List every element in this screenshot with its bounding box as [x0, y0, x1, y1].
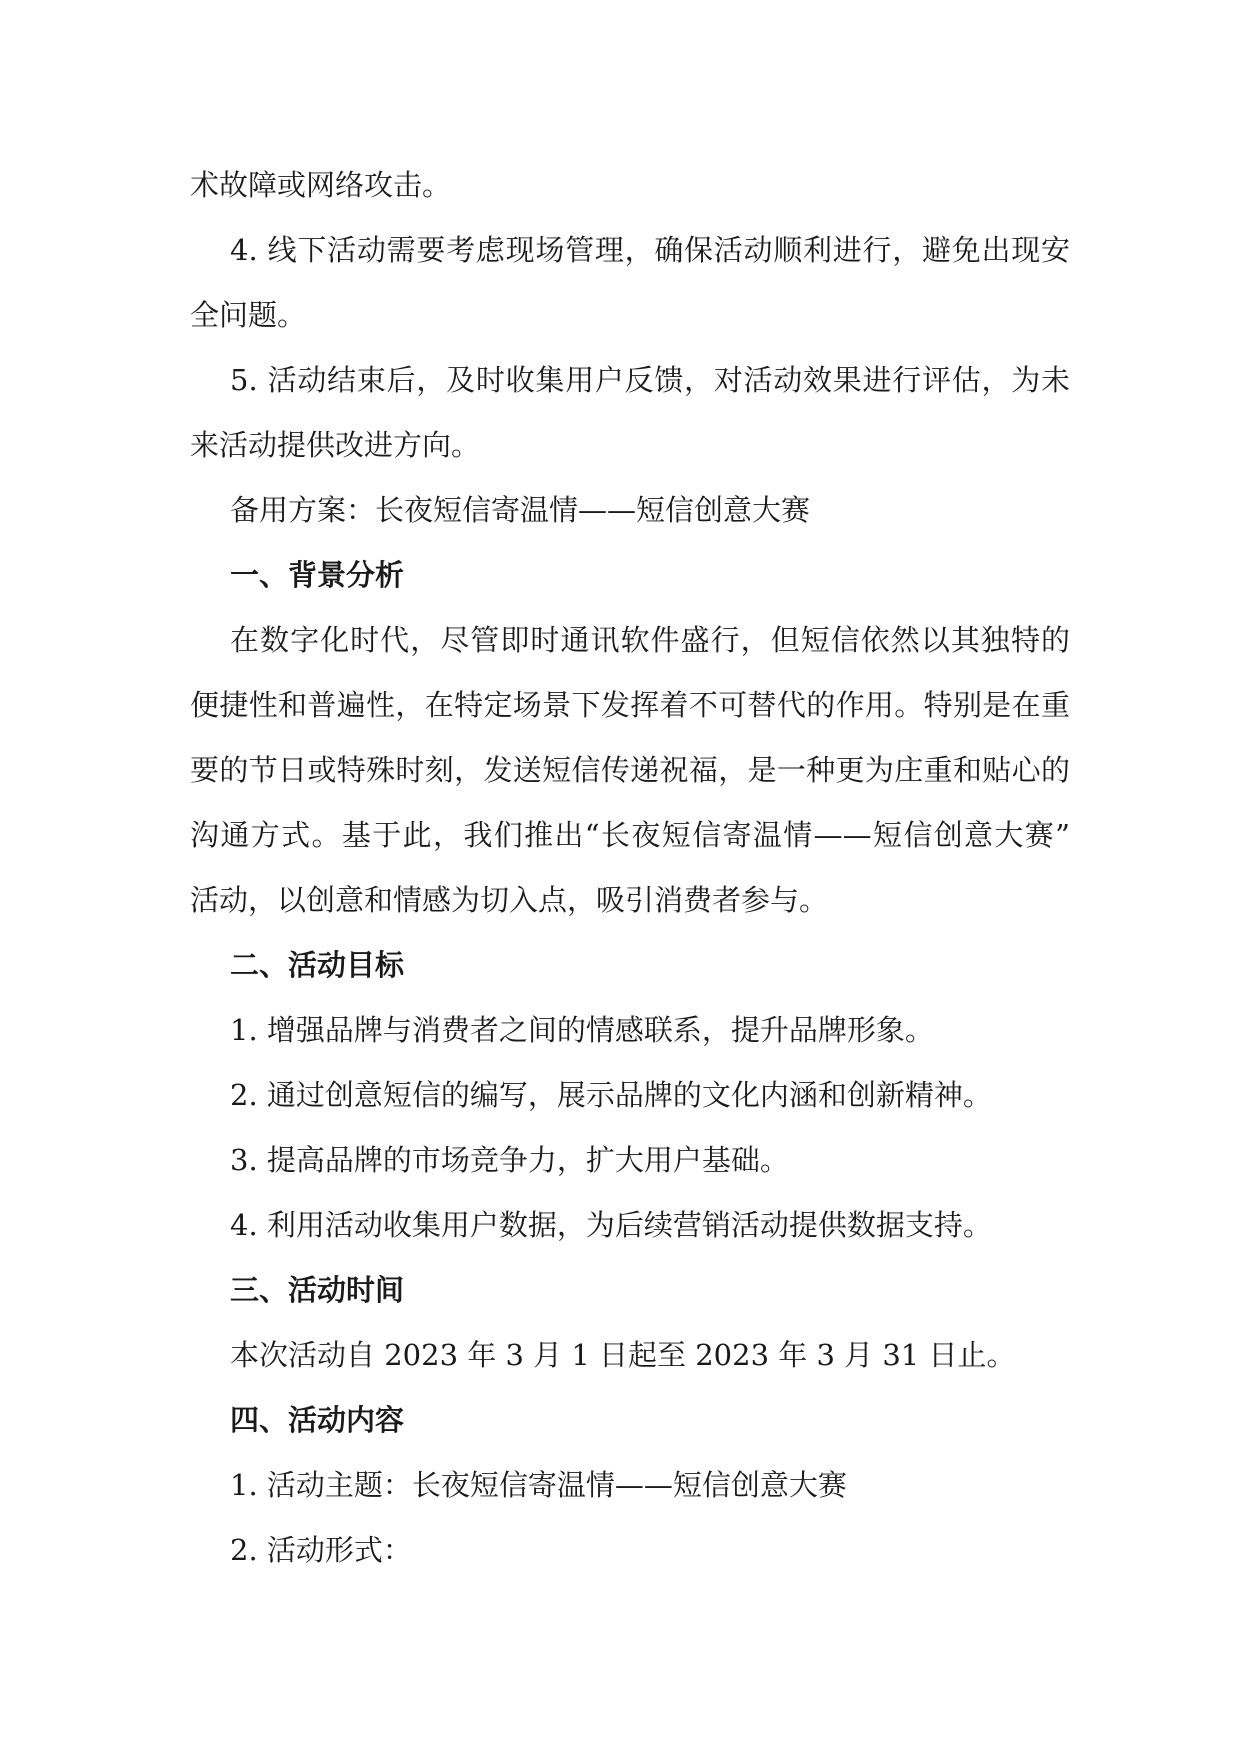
list-item: 3. 提高品牌的市场竞争力，扩大用户基础。	[230, 1143, 789, 1177]
paragraph-line: 来活动提供改进方向。	[190, 428, 481, 462]
paragraph-line: 在数字化时代，尽管即时通讯软件盛行，但短信依然以其独特的	[230, 623, 1070, 657]
list-item: 2. 通过创意短信的编写，展示品牌的文化内涵和创新精神。	[230, 1078, 992, 1112]
paragraph-line: 4. 线下活动需要考虑现场管理，确保活动顺利进行，避免出现安	[230, 233, 1070, 267]
paragraph-line: 沟通方式。基于此，我们推出“长夜短信寄温情——短信创意大赛”	[190, 818, 1070, 852]
list-item: 1. 增强品牌与消费者之间的情感联系，提升品牌形象。	[230, 1013, 934, 1047]
paragraph-line: 便捷性和普遍性，在特定场景下发挥着不可替代的作用。特别是在重	[190, 688, 1070, 722]
paragraph-line: 备用方案：长夜短信寄温情——短信创意大赛	[230, 493, 811, 527]
paragraph-line: 全问题。	[190, 298, 307, 332]
section-heading: 四、活动内容	[230, 1403, 405, 1437]
section-heading: 二、活动目标	[230, 948, 405, 982]
list-item: 4. 利用活动收集用户数据，为后续营销活动提供数据支持。	[230, 1208, 992, 1242]
list-item: 1. 活动主题：长夜短信寄温情——短信创意大赛	[230, 1468, 847, 1502]
paragraph-line: 要的节日或特殊时刻，发送短信传递祝福，是一种更为庄重和贴心的	[190, 753, 1070, 787]
paragraph-line: 术故障或网络攻击。	[190, 168, 452, 202]
section-heading: 一、背景分析	[230, 558, 405, 592]
list-item: 2. 活动形式：	[230, 1533, 412, 1567]
paragraph-line: 5. 活动结束后，及时收集用户反馈，对活动效果进行评估，为未	[230, 363, 1070, 397]
section-heading: 三、活动时间	[230, 1273, 405, 1307]
paragraph-line: 本次活动自 2023 年 3 月 1 日起至 2023 年 3 月 31 日止。	[230, 1338, 1016, 1372]
paragraph-line: 活动，以创意和情感为切入点，吸引消费者参与。	[190, 883, 829, 917]
